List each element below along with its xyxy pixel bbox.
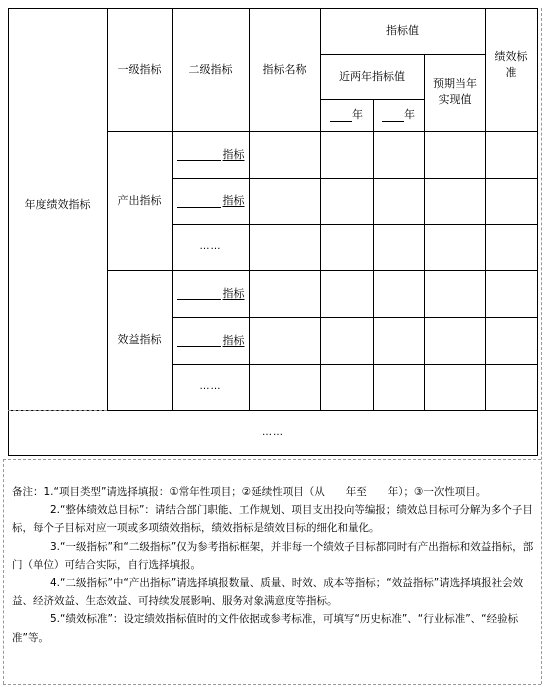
header-recent-two-years: 近两年指标值 (339, 69, 405, 83)
indicator-blank[interactable] (177, 195, 221, 208)
header-indicator-name: 指标名称 (262, 62, 307, 76)
header-second-level: 二级指标 (188, 62, 233, 76)
note-2: 2.“整体绩效总目标”：请结合部门职能、工作规划、项目支出投向等编报；绩效总目标可分解为多个子目标，每个子目标对应一项或多项绩效指标，绩效指标是绩效目标的细化和量化。 (12, 504, 533, 535)
note-3: 3.“一级指标”和“二级指标”仅为参考指标框架，并非每一个绩效子目标都同时有产出指标和效益指标，部门（单位）可结合实际，自行选择填报。 (12, 540, 534, 571)
dashed-guide (3, 684, 541, 685)
header-expected-label: 预期当年实现值 (433, 77, 477, 106)
header-standard-label: 绩效标准 (494, 50, 528, 79)
second-level-cell[interactable] (172, 224, 249, 270)
ellipsis: …… (199, 381, 222, 392)
row-label-annual-indicators: 年度绩效指标 (24, 198, 91, 211)
dashed-guide (541, 8, 542, 684)
second-level-label: 指标 (222, 333, 245, 347)
indicator-blank[interactable] (177, 148, 221, 161)
note-4: 4.“二级指标”中“产出指标”请选择填报数量、质量、时效、成本等指标；“效益指标”请选择填报社会效益、经济效益、生态效益、可持续发展影响、服务对象满意度等指标。 (12, 577, 524, 608)
year-blank[interactable] (330, 109, 352, 122)
second-level-cell[interactable] (172, 317, 249, 364)
year-suffix: 年 (352, 108, 363, 121)
second-level-cell[interactable] (172, 178, 249, 224)
header-expected-current-year (430, 58, 480, 126)
indicator-blank[interactable] (177, 334, 221, 347)
footer-ellipsis (8, 410, 538, 455)
indicator-blank[interactable] (177, 287, 221, 300)
year-suffix: 年 (404, 108, 415, 121)
second-level-label: 指标 (222, 147, 245, 161)
dashed-guide (3, 459, 4, 684)
second-level-cell[interactable] (172, 364, 249, 410)
grid-line (485, 8, 486, 410)
header-year-1 (320, 99, 373, 131)
notes-section (12, 483, 537, 647)
second-level-label: 指标 (222, 194, 245, 207)
header-indicator-value: 指标值 (386, 24, 419, 37)
second-level-cell[interactable] (172, 131, 249, 178)
second-level-cell[interactable] (172, 270, 249, 317)
first-level-benefit: 效益指标 (117, 333, 162, 346)
first-level-output: 产出指标 (117, 193, 162, 207)
header-year-2 (373, 99, 424, 131)
header-first-level: 一级指标 (117, 62, 162, 76)
table-border-bottom (8, 455, 538, 456)
note-5: 5.“绩效标准”：设定绩效指标值时的文件依据或参考标准，可填写“历史标准”、“行业标准”、“经验标准”等。 (12, 613, 519, 644)
note-1: 备注：1.“项目类型”请选择填报：①常年性项目；②延续性项目（从 年至 年）；③一次性项目。 (12, 486, 487, 498)
table-border-right (537, 8, 538, 455)
grid-line (424, 54, 425, 410)
second-level-label: 指标 (222, 286, 245, 300)
dashed-guide (3, 459, 541, 460)
footer-ellipsis-text: …… (262, 426, 284, 438)
ellipsis: …… (199, 241, 222, 252)
header-performance-standard (490, 40, 532, 90)
year-blank[interactable] (382, 109, 404, 122)
